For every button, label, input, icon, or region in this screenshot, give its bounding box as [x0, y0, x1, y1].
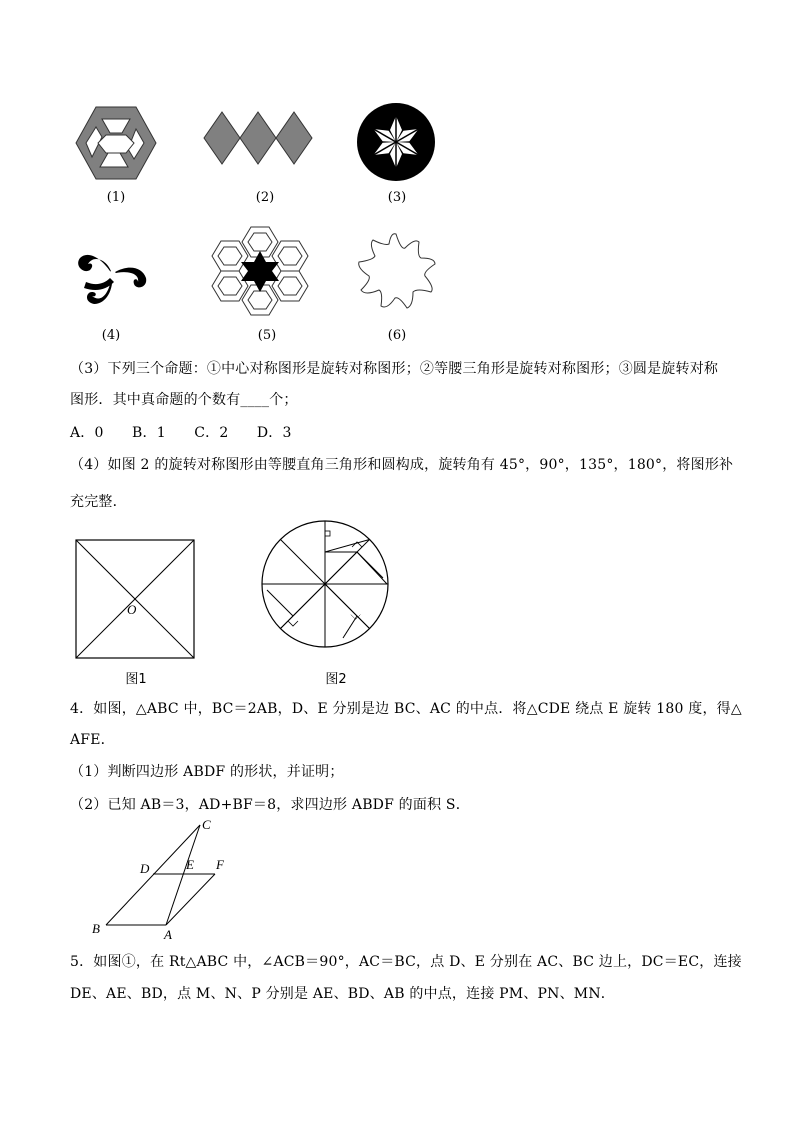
- figure-square-diagonals: [74, 538, 196, 660]
- point-c-label: C: [202, 817, 211, 832]
- figure-6-flower: [355, 230, 437, 312]
- problem4-line1: 4．如图，△ABC 中，BC＝2AB，D、E 分别是边 BC、AC 的中点．将△CDE 绕点 E 旋转 180 度，得△: [70, 701, 742, 717]
- problem4-line2: AFE．: [70, 732, 115, 748]
- point-b-label: B: [92, 921, 100, 936]
- figure-4-swirl: [72, 244, 152, 310]
- fig2-caption: 图2: [325, 672, 347, 687]
- q3-line2: 图形．其中真命题的个数有____个；: [70, 392, 298, 408]
- figure-circle-triangles: [259, 518, 391, 650]
- figure-1-pinwheel-hexagon: [72, 103, 162, 183]
- q4-line1: （4）如图 2 的旋转对称图形由等腰直角三角形和圆构成，旋转角有 45°，90°，135°，180°，将图形补: [70, 457, 734, 473]
- figure-3-circle-star: [355, 101, 437, 183]
- point-a-label: A: [164, 927, 172, 942]
- point-e-label: E: [186, 857, 194, 872]
- figure-5-hexagons-star: [207, 225, 313, 317]
- problem5-line1: 5．如图①，在 Rt△ABC 中，∠ACB＝90°，AC＝BC，点 D、E 分别在 AC、BC 边上，DC＝EC，连接: [70, 954, 742, 970]
- figure-1-label: (1): [106, 190, 126, 205]
- point-f-label: F: [216, 857, 224, 872]
- figure-parallelogram: [88, 815, 238, 943]
- q4-line2: 充完整．: [70, 494, 127, 510]
- figure-6-label: (6): [387, 328, 407, 343]
- problem4-part2: （2）已知 AB＝3，AD+BF＝8，求四边形 ABDF 的面积 S．: [70, 797, 470, 813]
- q3-options: A．0 B．1 C．2 D．3: [70, 425, 292, 441]
- q3-line1: （3）下列三个命题：①中心对称图形是旋转对称图形；②等腰三角形是旋转对称图形；③圆是旋转对称: [70, 361, 719, 377]
- figure-4-label: (4): [101, 328, 121, 343]
- point-d-label: D: [140, 861, 150, 876]
- figure-2-label: (2): [255, 190, 275, 205]
- problem5-line2: DE、AE、BD，点 M、N、P 分别是 AE、BD、AB 的中点，连接 PM、PN、MN．: [70, 986, 615, 1002]
- figure-2-three-rhombuses: [202, 110, 318, 166]
- figure-3-label: (3): [387, 190, 407, 205]
- figure-5-label: (5): [257, 328, 277, 343]
- point-o-label: O: [127, 602, 137, 617]
- problem4-part1: （1）判断四边形 ABDF 的形状，并证明；: [70, 764, 344, 780]
- fig1-caption: 图1: [125, 672, 147, 687]
